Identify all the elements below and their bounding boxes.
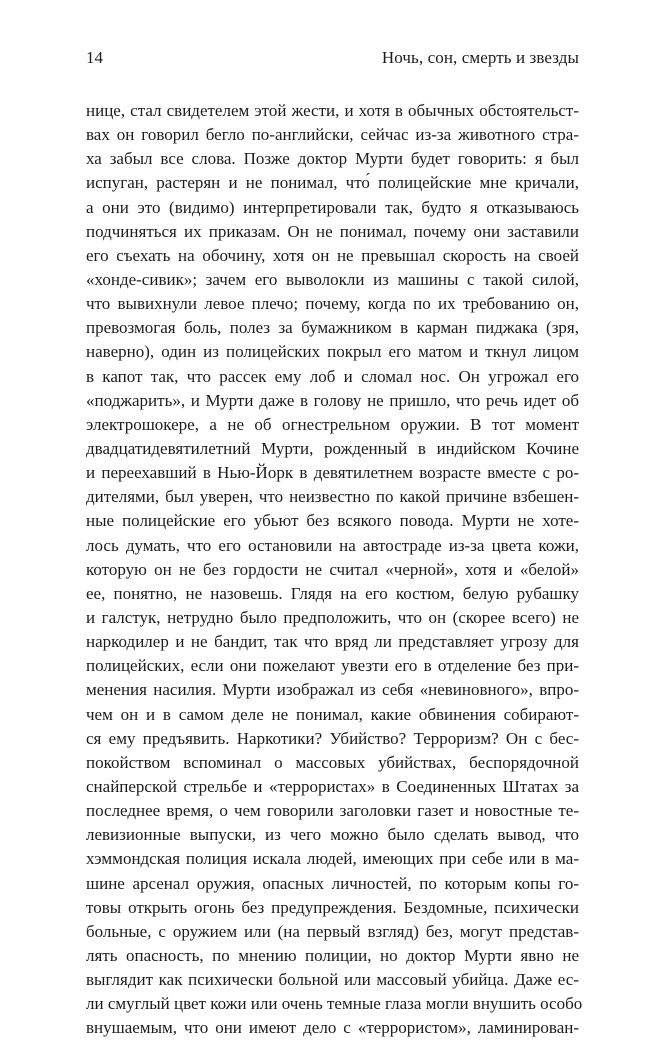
text-line: подчиняться их приказам. Он не понимал, почему они заставили [86, 221, 579, 241]
text-line: шине арсенал оружия, опасных личностей, по которым копы го- [86, 873, 579, 893]
text-line: его съехать на обочину, хотя он не превышал скорость на своей [86, 245, 579, 265]
text-line: превозмогая боль, полез за бумажником в карман пиджака (зря, [86, 318, 579, 338]
text-line: снайперской стрельбе и «террористах» в Соединенных Штатах за [86, 776, 579, 796]
text-line: вах он говорил бегло по-английски, сейчас из-за животного стра- [86, 125, 579, 145]
text-line: чем он и в самом деле не понимал, какие обвинения собирают- [86, 704, 579, 724]
page-number: 14 [86, 48, 103, 67]
text-line: наверно), один из полицейских покрыл его матом и ткнул лицом [86, 342, 579, 362]
text-line: лось думать, что его остановили на автостраде из-за цвета кожи, [86, 535, 579, 555]
text-line: последнее время, о чем говорили заголовки газет и новостные те- [86, 801, 579, 821]
text-line: менения насилия. Мурти изображал из себя «невиновного», впро- [86, 680, 579, 700]
text-line: ее, понятно, не назовешь. Глядя на его костюм, белую рубашку [86, 583, 579, 603]
running-title: Ночь, сон, смерть и звезды [381, 48, 579, 67]
text-line: электрошокере, а не об огнестрельном оружии. В тот момент [86, 414, 579, 434]
text-line: товы открыть огонь без предупреждения. Бездомные, психически [86, 897, 579, 917]
text-line: что вывихнули левое плечо; почему, когда по их требованию он, [86, 294, 579, 314]
text-line: левизионные выпуски, из чего можно было сделать вывод, что [86, 825, 579, 845]
text-line: лять опасность, по мнению полиции, но доктор Мурти явно не [86, 945, 579, 965]
text-line: ся ему предъявить. Наркотики? Убийство? Терроризм? Он с бес- [86, 728, 579, 748]
text-line: нице, стал свидетелем этой жести, и хотя в обычных обстоятельст- [86, 101, 579, 120]
text-line: и галстук, нетрудно было предположить, что он (скорее всего) не [86, 607, 579, 627]
text-line: ха забыл все слова. Позже доктор Мурти будет говорить: я был [86, 149, 579, 169]
text-line: «хонде-сивик»; зачем его выволокли из машины с такой силой, [86, 269, 579, 289]
text-line: больные, с оружием или (на первый взгляд) без, могут представ- [86, 921, 579, 941]
text-line: наркодилер и не бандит, так что вряд ли представляет угрозу для [86, 632, 579, 652]
text-line: внушаемым, что они имеют дело с «террористом», ламинирован- [86, 1018, 579, 1038]
text-line: выглядит как психически больной или массовый убийца. Даже ес- [86, 970, 579, 990]
text-line: двадцатидевятилетний Мурти, рожденный в индийском Кочине [86, 438, 579, 458]
text-line: в капот так, что рассек ему лоб и сломал нос. Он угрожал его [86, 366, 579, 386]
page-header [86, 46, 579, 70]
text-line: дителями, был уверен, что неизвестно по какой причине взбешен- [86, 487, 579, 507]
text-line: ли смуглый цвет кожи или очень темные глаза могли внушить особо [86, 994, 583, 1014]
body-text [86, 99, 583, 1040]
text-line: испуган, растерян и не понимал, что́ полицейские мне кричали, [86, 173, 579, 193]
text-line: ные полицейские его убьют без всякого повода. Мурти не хоте- [86, 511, 579, 531]
text-line: и переехавший в Нью-Йорк в девятилетнем возрасте вместе с ро- [86, 463, 579, 483]
text-line: которую он не без гордости не считал «черной», хотя и «белой» [86, 559, 579, 579]
text-line: полицейских, если они пожелают увезти его в отделение без при- [86, 656, 579, 676]
text-line: покойством вспоминал о массовых убийствах, беспорядочной [86, 752, 579, 772]
text-line: «поджарить», и Мурти даже в голову не пришло, что речь идет об [86, 390, 579, 410]
text-line: хэммондская полиция искала людей, имеющих при себе или в ма- [86, 849, 579, 869]
text-line: а они это (видимо) интерпретировали так, будто я отказываюсь [86, 197, 579, 217]
